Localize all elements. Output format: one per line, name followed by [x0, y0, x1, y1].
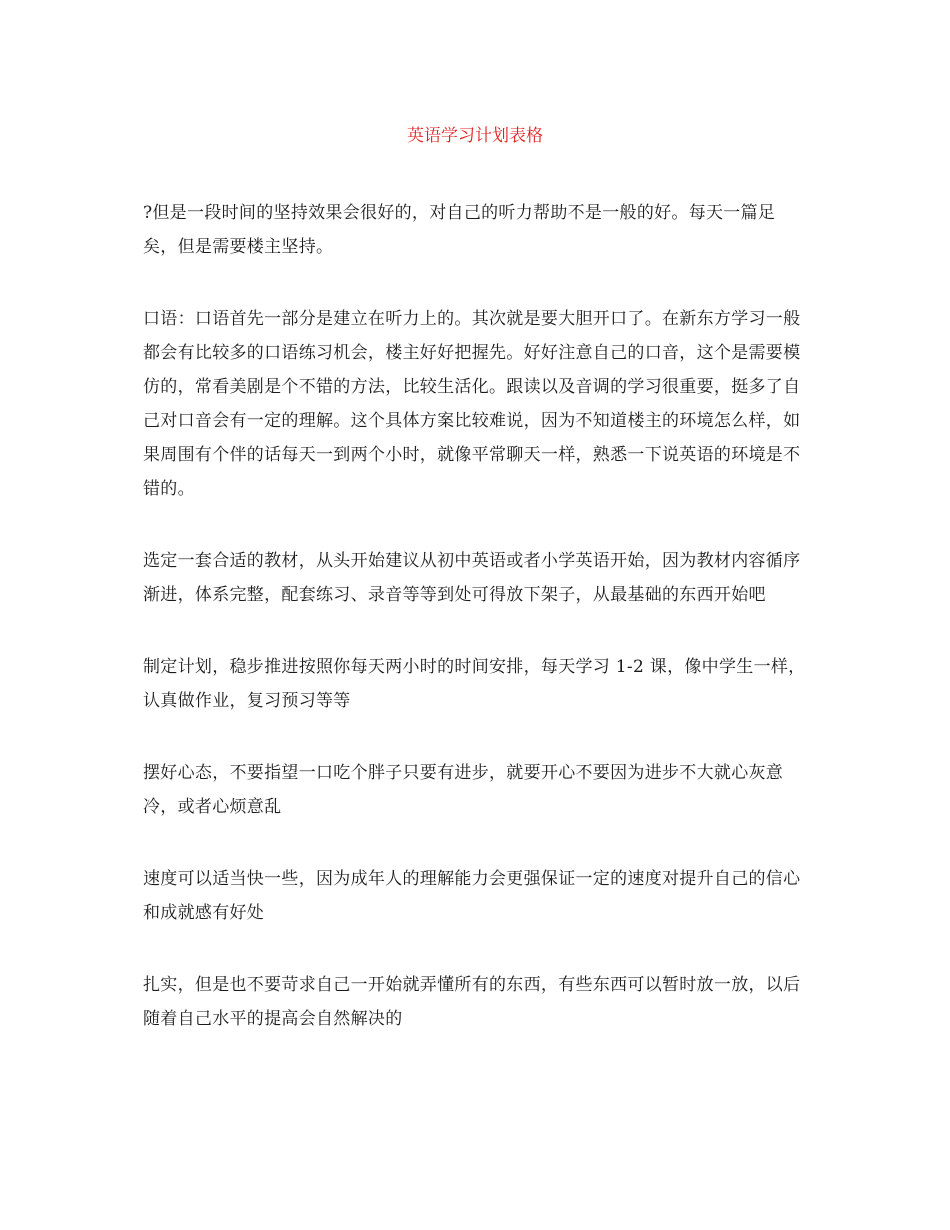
paragraph-speed: 速度可以适当快一些，因为成年人的理解能力会更强保证一定的速度对提升自己的信心和成就感有好处	[143, 869, 801, 923]
paragraph-mindset: 摆好心态，不要指望一口吃个胖子只要有进步，就要开心不要因为进步不大就心灰意冷，或者心烦意乱	[143, 763, 784, 817]
paragraph-textbook: 选定一套合适的教材，从头开始建议从初中英语或者小学英语开始，因为教材内容循序渐进，体系完整，配套练习、录音等等到处可得放下架子，从最基础的东西开始吧	[143, 551, 801, 605]
paragraph-plan: 制定计划，稳步推进按照你每天两小时的时间安排，每天学习 1-2 课，像中学生一样，认真做作业，复习预习等等	[143, 657, 806, 711]
document-title: 英语学习计划表格	[407, 126, 543, 146]
paragraph-speaking: 口语：口语首先一部分是建立在听力上的。其次就是要大胆开口了。在新东方学习一般都会有比较多的口语练习机会，楼主好好把握先。好好注意自己的口音，这个是需要模仿的，常看美剧是个不错的方法，比较生活化。跟读以及音调的学习很重要，挺多了自己对口音会有一定的理解。这个具体方案比较难说，因为不知道楼主的环境怎么样，如果周围有个伴的话每天一到两个小时，就像平常聊天一样，熟悉一下说英语的环境是不错的。	[143, 309, 801, 499]
paragraph-listening-persistence: ?但是一段时间的坚持效果会很好的，对自己的听力帮助不是一般的好。每天一篇足矣，但是需要楼主坚持。	[143, 203, 776, 257]
document-body	[143, 196, 808, 1074]
paragraph-solid: 扎实，但是也不要苛求自己一开始就弄懂所有的东西，有些东西可以暂时放一放，以后随着自己水平的提高会自然解决的	[143, 975, 801, 1029]
